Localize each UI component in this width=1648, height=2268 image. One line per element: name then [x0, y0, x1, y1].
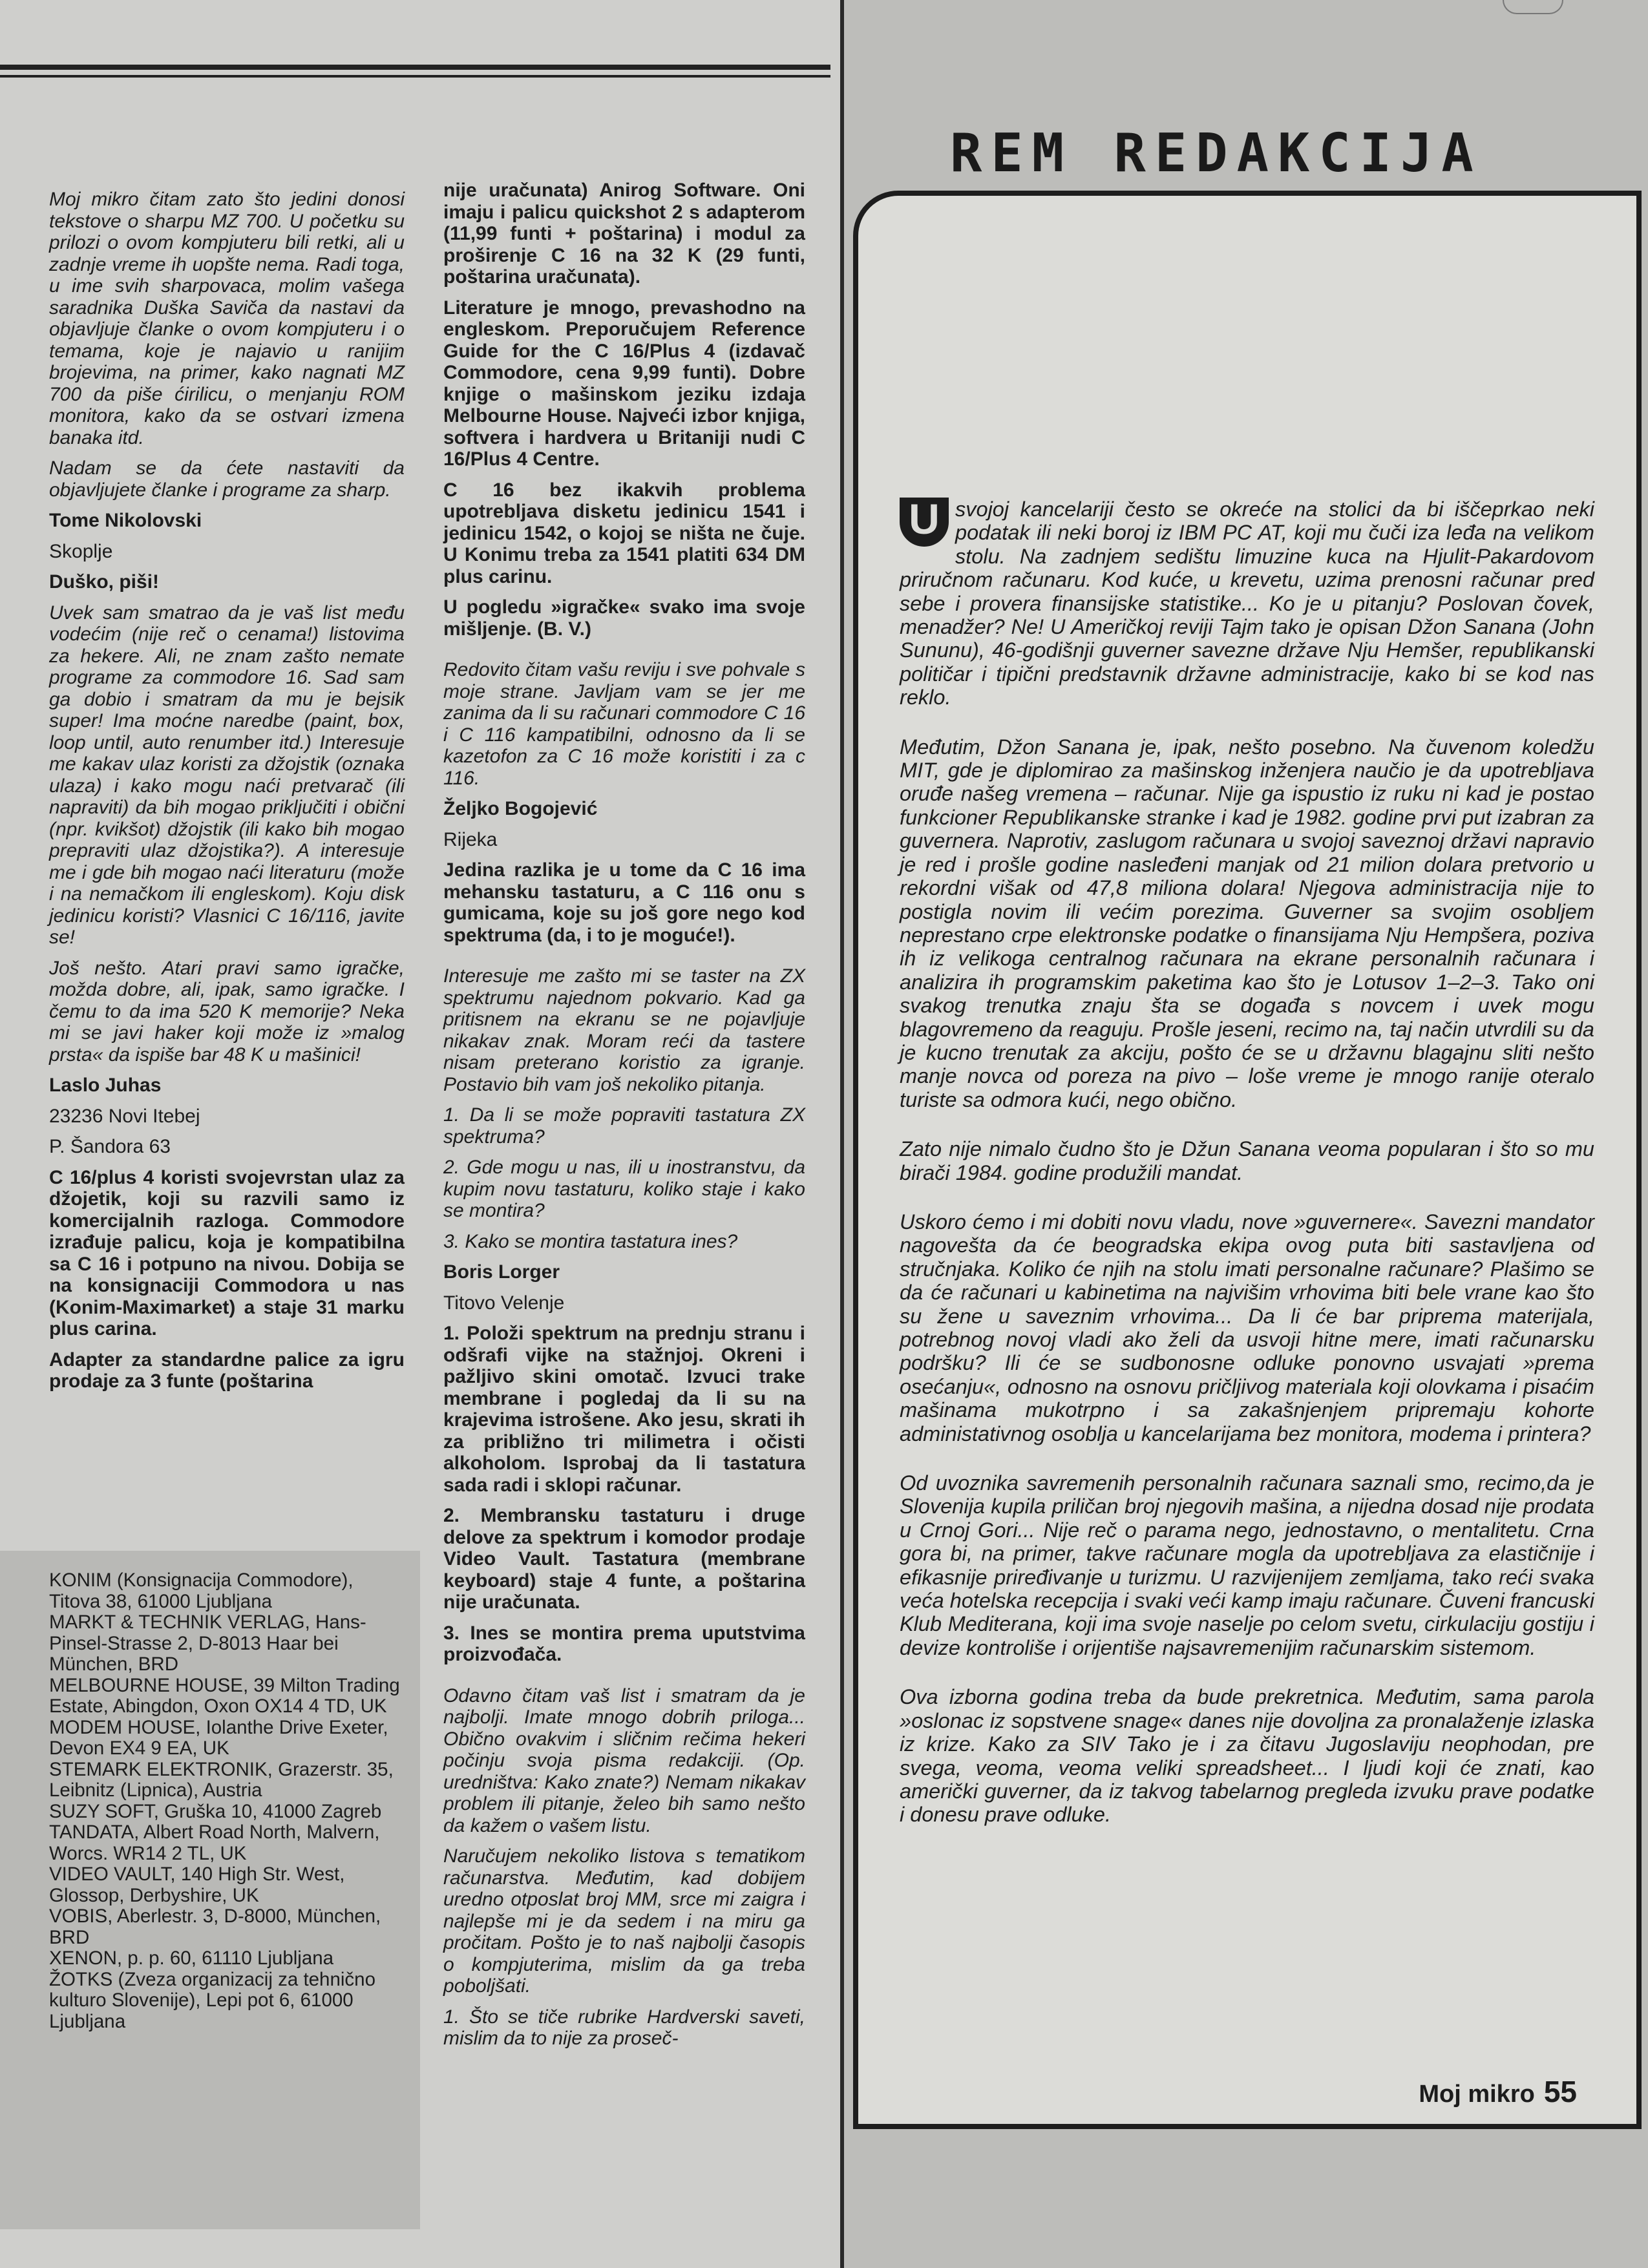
letter-4-question-2: 2. Gde mogu u nas, ili u inostranstvu, da kupim novu tastaturu, koliko staje i kako se montira? [443, 1157, 805, 1221]
editorial-text [900, 495, 1594, 1853]
letter-1-answer-headline: Duško, piši! [49, 571, 160, 593]
address-item: SUZY SOFT, Gruška 10, 41000 Zagreb [49, 1800, 382, 1822]
address-item: MELBOURNE HOUSE, 39 Milton Trading Estate, Abingdon, Oxon OX14 4 TD, UK [49, 1674, 400, 1717]
editorial-paragraph-2: Međutim, Džon Sanana je, ipak, nešto posebno. Na čuvenom koledžu MIT, gde je diplomirao za mašinskog inženjera naučio je da upotrebljava oruđe našeg vremena – računar. Nije ga ispustio iz ruku ni kad je postao funkcioner Republikanske stranke i kad je 1982. godine prvi put izabran za guvernera. Naprotiv, zaslugom računara u svojoj saveznoj državi napravio je red i prošle godine nasleđeni manjak od 21 milion dolara pretvorio u rekordni višak od 47,8 miliona dolara! Njegova administracija nije to postigla novim ili većim porezima. Guverner sa svojim osobljem neprestano crpe elektronske podatke o finansijama Nju Hempšera, poziva ih iz velikoga centralnog računara na ekrane personalnih računara i analizira ih programskim paketima kao što je Lotusov 1–2–3. Tako oni svakog trenutka znaju šta se događa s novcem i uvek mogu blagovremeno da reaguju. Prošle jeseni, recimo na, taj način utvrdili su da je kucno trenutak za akciju, pošto će se u državnu blagajnu sliti nešto manje novca od poreza na pivo – loše vreme je mnogo ranije oteralo turiste sa odmora kući, nego obično. [900, 735, 1594, 1111]
editorial-paragraph-5: Od uvoznika savremenih personalnih računara saznali smo, recimo,da je Slovenija kupila priličan broj njegovih mašina, a nijedna dosad nije prodata u Crnoj Gori... Nije reč o parama nego, jednostavno, o mentalitetu. Crna gora bi, na primer, takve računare mogla da upotrebljava za elastičnije i efikasnije priređivanje u turizmu. U razvijenijem zemljama, tako reći svaka veća hotelska recepcija i svaki veći kamp imaju računare. Čuveni francuski Klub Mediterana, koji ima svoje naselje po celom svetu, cirkulaciju gostiju i devize kontroliše i orijentiše najsavremenijim računarskim sistemom. [900, 1471, 1594, 1659]
address-item: VOBIS, Aberlestr. 3, D-8000, München, BRD [49, 1906, 381, 1948]
letter-3-city: Rijeka [443, 828, 498, 850]
letter-4-body: Interesuje me zašto mi se taster na ZX spektrumu najednom pokvario. Kad ga pritisnem na ekranu se ne pojavljuje nikakav znak. Moram reći da tastere nisam preterano koristio za igranje. Postavio bih vam još nekoliko pitanja. [443, 965, 805, 1095]
letter-2-answer-2: Adapter za standardne palice za igru prodaje za 3 funte (poštarina [49, 1349, 405, 1392]
letters-column-2 [443, 180, 805, 2059]
letter-1-city: Skoplje [49, 540, 113, 562]
editorial-paragraph-1: U svojoj kancelariji često se okreće na stolici da bi iščeprkao neki podatak ili neki boroj iz IBM PC AT, koji mu čuči iza leđa na velikom stolu. Na zadnjem sedištu limuzine kuca na Hjulit-Pakardovom priručnom računaru. Kod kuće, u krevetu, uzima prenosni računar pred sebe i provera finansijske statistike... Ko je u pitanju? Poslovan čovek, menadžer? Ne! U Američkoj reviji Tajm tako je opisan Džon Sanana (John Sununu), 46-godišnji guverner savezne države Nju Hemšer, republikanski političar i tipični predstavnik državne administracije, kako bi se kod nas reklo. [900, 495, 1594, 709]
top-rule-thin [0, 75, 830, 78]
editorial-paragraph-6: Ova izborna godina treba da bude prekretnica. Međutim, sama parola »oslonac iz sopstvene snage« danes nije dovoljna za pronalaženje izlaska iz krize. Kako za SIV Tako je i za čitavu Jugoslaviju neophodan, pre svega, veoma, veoma veliki spreadsheet... I ljudi koji će znati, kao američki guverner, da iz takvog tabelarnog pregleda izvuku prave podatke i donesu prave odluke. [900, 1685, 1594, 1827]
letter-3-signature: Željko Bogojević [443, 798, 598, 819]
letters-column-1 [49, 189, 405, 1402]
letter-3-answer: Jedina razlika je u tome da C 16 ima mehansku tastaturu, a C 116 onu s gumicama, koje su još gore nego kod spektruma (da, i to je moguće!). [443, 859, 805, 946]
answer-toys: U pogledu »igračke« svako ima svoje mišljenje. (B. V.) [443, 596, 805, 640]
address-item: MODEM HOUSE, Iolanthe Drive Exeter, Devon EX4 9 EA, UK [49, 1716, 388, 1759]
letter-3-body: Redovito čitam vašu reviju i sve pohvale s moje strane. Javljam vam se jer me zanima da li su računari commodore C 16 i C 116 kampatibilni, odnosno da li se kazetofon za C 16 može koristiti i za c 116. [443, 659, 805, 789]
letter-4-signature: Boris Lorger [443, 1261, 560, 1283]
letter-2-address-1: 23236 Novi Itebej [49, 1105, 200, 1127]
letter-5-body: Odavno čitam vaš list i smatram da je najbolji. Imate mnogo dobrih priloga... Obično ovakvim i sličnim rečima hekeri počinju svoja pisma redakciji. (Op. uredništva: Kako znate?) Nemam nikakav problem ili pitanje, želeo bih samo nešto da kažem o vašem listu. [443, 1685, 805, 1836]
page-number: 55 [1543, 2075, 1577, 2108]
address-item: STEMARK ELEKTRONIK, Grazerstr. 35, Leibnitz (Lipnica), Austria [49, 1758, 394, 1801]
page-footer [1419, 2074, 1577, 2109]
letter-5-body-2: Naručujem nekoliko listova s tematikom računarstva. Međutim, kad dobijem uredno otposlat broj MM, srce mi zaigra i najlepše mi je da sedem i na miru ga pročitam. Pošto je to naš najbolji časopis o kompjuterima, mislim da ga treba poboljšati. [443, 1845, 805, 1997]
letter-1-signature: Tome Nikolovski [49, 510, 202, 531]
address-item: VIDEO VAULT, 140 High Str. West, Glossop, Derbyshire, UK [49, 1864, 345, 1906]
magazine-name: Moj mikro [1419, 2081, 1535, 2108]
address-item: ŽOTKS (Zveza organizacij za tehnično kulturo Slovenije), Lepi pot 6, 61000 Ljubljana [49, 1968, 375, 2032]
letter-5-body-3: 1. Što se tiče rubrike Hardverski saveti, mislim da to nije za proseč- [443, 2006, 805, 2049]
answer-disk: C 16 bez ikakvih problema upotrebljava disketu jedinicu 1541 i jedinicu 1542, o kojoj se ništa ne čuje. U Konimu treba za 1541 platiti 634 DM plus carinu. [443, 479, 805, 587]
address-box [0, 1551, 420, 2229]
letter-4-question-1: 1. Da li se može popraviti tastatura ZX spektruma? [443, 1104, 805, 1148]
letter-2-body: Uvek sam smatrao da je vaš list među vodećim (nije reč o cenama!) listovima za hekere. Ali, ne znam zašto nemate programe za commodore 16. Sad sam ga dobio i smatram da mu je bejsik super! Ima moćne naredbe (paint, box, loop until, auto renumber itd.) Interesuje me kakav ulaz koristi za džojstik (oznaka ulaza) i kako mogu naći pretvarač (ili napraviti) da bih mogao priključiti i obični (npr. kvikšot) džojstik (ili kako bih mogao prepraviti ulaz džojstika?). A interesuje me i gde bih mogao naći literaturu (može i na nemačkom ili engleskom). Koju disk jedinicu koristi? Vlasnici C 16/116, javite se! [49, 602, 405, 948]
editorial-paragraph-3: Zato nije nimalo čudno što je Džun Sanana veoma popularan i što so mu birači 1984. godine produžili mandat. [900, 1137, 1594, 1184]
editorial-paragraph-4: Uskoro ćemo i mi dobiti novu vladu, nove »guvernere«. Savezni mandator nagovešta da će beogradska ekipa ovog puta biti sastavljena od stručnjaka. Koliko će njih na stolu imati personalne računare? Plašimo se da će računari u kabinetima na najvišim vrhovima biti bele vrane kao što su žene u saveznim vrhovima... Da li će bar priprema materijala, potrebnog novoj vladi ako želi da usvoji hitne mere, imati računarsku podršku? Ili će se sudbonosne odluke ponovno usvajati »prema osećanju«, odnosno na osnovu pričljivog materiala koji olovkama i pisaćim mašinama mukotrpno i sa zakašnjenjem pripremaju kohorte administativnog osoblja u kancelarijama bez monitora, modema i printera? [900, 1210, 1594, 1445]
letter-4-question-3: 3. Kako se montira tastatura ines? [443, 1230, 738, 1252]
address-item: MARKT & TECHNIK VERLAG, Hans-Pinsel-Strasse 2, D-8013 Haar bei München, BRD [49, 1612, 366, 1675]
editorial-heading: REM REDAKCIJA [950, 123, 1483, 184]
letter-4-city: Titovo Velenje [443, 1292, 565, 1314]
letter-4-answer-1: 1. Položi spektrum na prednju stranu i odšrafi vijke na stažnjoj. Okreni i pažljivo skini omotač. Izvuci trake membrane i pogledaj da li su na krajevima istrošene. Ako jesu, skrati ih za približno tri milimetra i očisti alkoholom. Isprobaj da li tastatura sada radi i sklopi računar. [443, 1323, 805, 1496]
letter-2-answer: C 16/plus 4 koristi svojevrstan ulaz za džojetik, koji su razvili samo iz komercijalnih razloga. Commodore izrađuje palicu, koja je kompatibilna sa C 16 i potpuno na nivou. Dobija se na konsignaciji Commodora u nas (Konim-Maximarket) a staje 31 marku plus carina. [49, 1166, 405, 1339]
address-item: KONIM (Konsignacija Commodore), Titova 38, 61000 Ljubljana [49, 1570, 354, 1612]
letter-4-answer-2: 2. Membransku tastaturu i druge delove za spektrum i komodor prodaje Video Vault. Tastatura (membrane keyboard) staje 4 funte, a poštarina nije uračunata. [443, 1505, 805, 1613]
letter-2-signature: Laslo Juhas [49, 1075, 162, 1096]
answer-literature: Literature je mnogo, prevashodno na engleskom. Preporučujem Reference Guide for the C 16/Plus 4 (izdavač Commodore, cena 9,99 funti). Dobre knjige o mašinskom jeziku izdaja Melbourne House. Najveći izbor knjiga, softvera i hardvera u Britaniji nudi C 16/Plus 4 Centre. [443, 297, 805, 470]
column-divider [840, 0, 844, 2268]
answer-continued: nije uračunata) Anirog Software. Oni imaju i palicu quickshot 2 s adapterom (11,99 funti + poštarina) i modul za proširenje C 16 na 32 K (29 funti, poštarina uračunata). [443, 180, 805, 288]
page-corner-mark [1503, 0, 1563, 14]
letter-1-closing: Nadam se da ćete nastaviti da objavljujete članke i programe za sharp. [49, 457, 405, 501]
address-item: TANDATA, Albert Road North, Malvern, Worcs. WR14 2 TL, UK [49, 1822, 380, 1864]
letter-2-body-2: Još nešto. Atari pravi samo igračke, možda dobre, ali, ipak, samo igračke. I čemu to da ima 520 K memorije? Neka mi se javi haker koji može iz »malog prsta« da ispiše bar 48 K u mašinici! [49, 957, 405, 1066]
letter-2-address-2: P. Šandora 63 [49, 1136, 171, 1157]
top-rule [0, 65, 830, 70]
address-item: XENON, p. p. 60, 61110 Ljubljana [49, 1948, 334, 1969]
drop-cap: U [900, 498, 949, 547]
letter-1-body: Moj mikro čitam zato što jedini donosi tekstove o sharpu MZ 700. U početku su prilozi o ovom kompjuteru bili retki, ali u zadnje vreme ih uopšte nema. Radi toga, u ime svih sharpovaca, molim vašega saradnika Duška Saviča da nastavi da objavljuje članke o ovom kompjuteru i o temama, koje je najavio u ranijim brojevima, na primer, kako nagnati MZ 700 da piše ćirilicu, o menjanju ROM monitora, kako da se ostvari izmena banaka itd. [49, 189, 405, 448]
letter-4-answer-3: 3. Ines se montira prema uputstvima proizvođača. [443, 1622, 805, 1665]
